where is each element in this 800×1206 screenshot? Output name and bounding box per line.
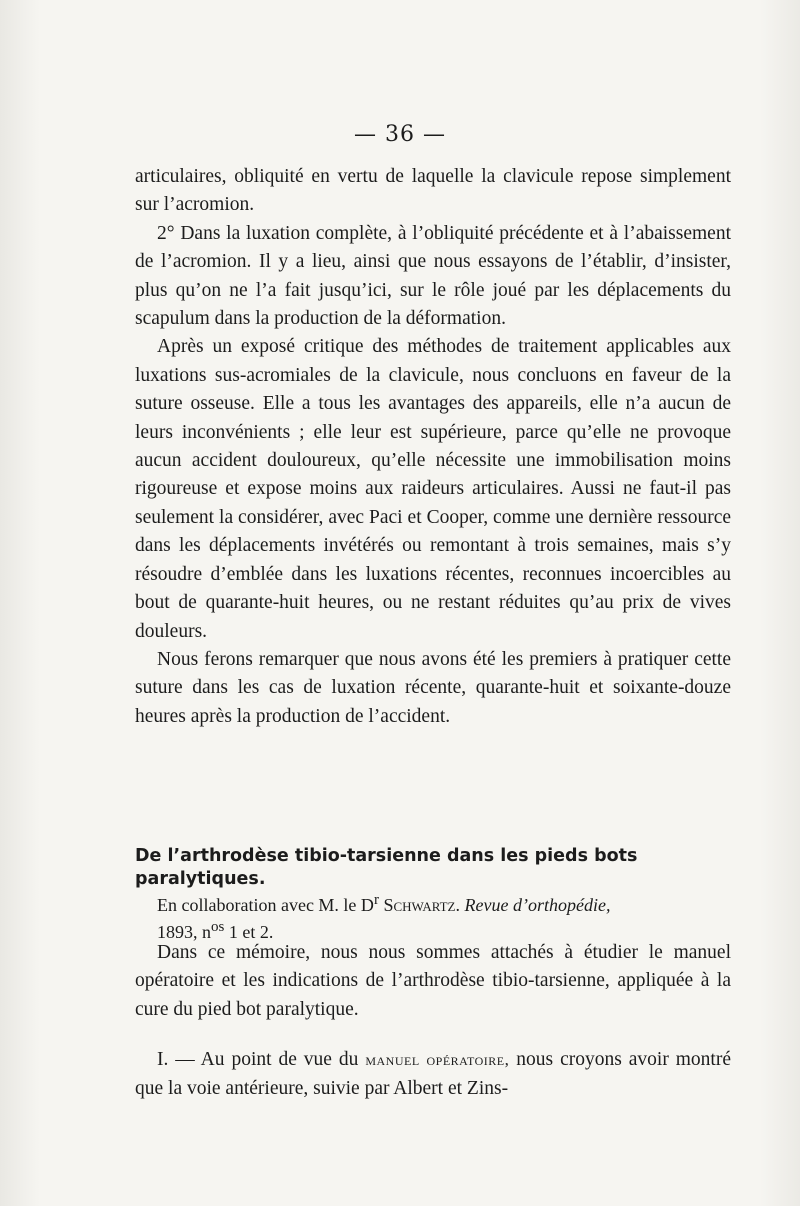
journal-name: Revue d’orthopédie, [464,895,611,915]
section-heading [135,845,731,943]
body-text-bottom [135,939,731,1103]
paragraph-manuel [135,1046,731,1103]
manuel-smallcaps: manuel opératoire, [365,1050,510,1070]
section-title: De l’arthrodèse tibio-tarsienne dans les pieds bots paralytiques. [135,846,638,889]
manuel-start: I. — Au point de vue du [157,1049,359,1071]
paragraph-continuation: articulaires, obliquité en vertu de laquelle la clavicule repose simplement sur l’acromion. [135,166,731,216]
manuel-rest: nous croyons avoir montré que la voie antérieure, suivie par Albert et Zins- [135,1049,731,1099]
issue-sup: os [211,918,225,935]
collab-name: Schwartz. [383,895,460,915]
collab-text: En collaboration avec M. le D [157,895,374,915]
issue-rest: 1 et 2. [228,921,274,942]
paragraph-memoire: Dans ce mémoire, nous nous sommes attachés à étudier le manuel opératoire et les indications de l’arthrodèse tibio-tarsienne, appliquée à la cure du pied bot paralytique. [135,942,731,1020]
paragraph-treatment-critique: Après un exposé critique des méthodes de traitement applicables aux luxations sus-acromiales de la clavicule, nous concluons en faveur de la suture osseuse. Elle a tous les avantages des appareils, elle n’a aucun de leurs inconvénients ; elle leur est supérieure, parce qu’elle ne provoque aucun accident douloureux, qu’elle nécessite une immobilisation moins rigoureuse et expose moins aux raideurs articulaires. Aussi ne faut-il pas seulement la considérer, avec Paci et Cooper, comme une dernière ressource dans les déplacements invétérés ou remontant à trois semaines, mais s’y résoudre d’emblée dans les luxations récentes, reconnues incoercibles au bout de quarante-huit heures, ou ne restant réduites qu’au prix de vives douleurs. [135,336,731,642]
body-text-top [135,163,731,731]
section-citation [135,890,731,917]
year-issue: 1893, n [157,921,211,942]
paragraph-luxation-complete: 2° Dans la luxation complète, à l’obliquité précédente et à l’abaissement de l’acromion. Il y a lieu, ainsi que nous essayons de l’établir, d’insister, plus qu’on ne l’a fait jusqu’ici, sur le rôle joué par les déplacements du scapulum dans la production de la déformation. [135,222,731,330]
collab-sup: r [373,892,379,908]
paragraph-first-suture: Nous ferons remarquer que nous avons été les premiers à pratiquer cette suture dans les cas de luxation récente, quarante-huit et soixante-douze heures après la production de l’accident. [135,648,731,727]
page-number: — 36 — [354,122,446,147]
